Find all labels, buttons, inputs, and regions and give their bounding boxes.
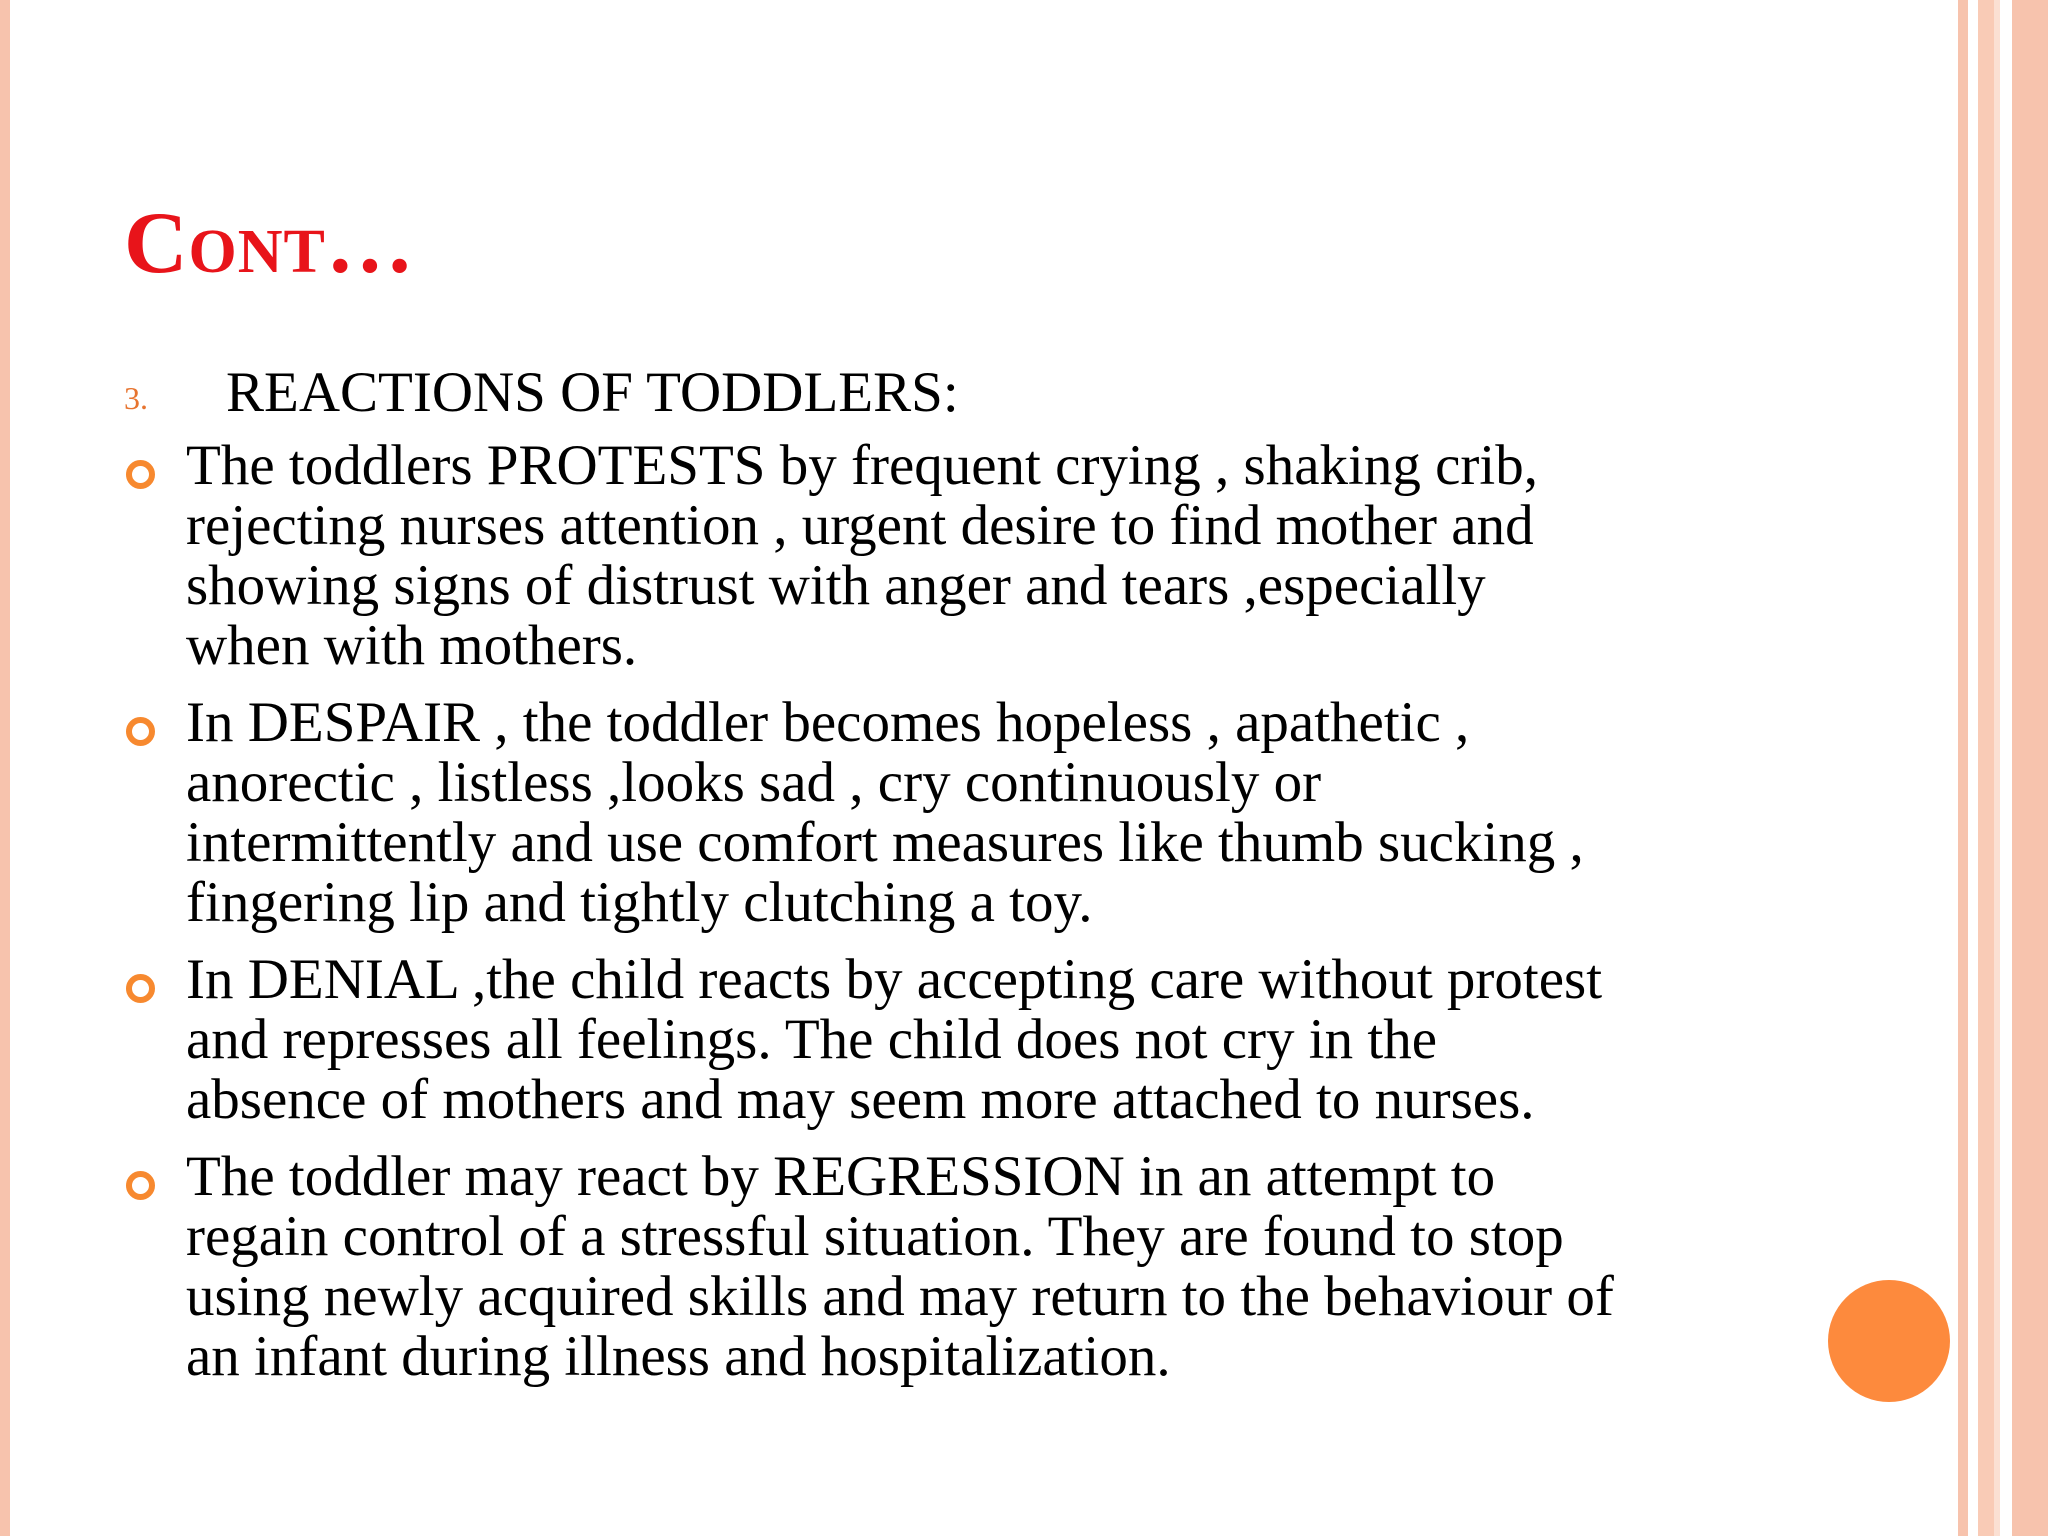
bullet-item-denial [124,950,1764,1130]
text-line: fingering lip and tightly clutching a toy. [186,871,1093,934]
text-line: an infant during illness and hospitalization. [186,1325,1171,1388]
bullet-item-despair [124,693,1764,933]
bullet-list [124,436,1764,1404]
text-line: regain control of a stressful situation. They are found to stop [186,1205,1564,1268]
list-number: 3. [124,380,148,416]
text-line: The toddler may react by REGRESSION in an attempt to [186,1145,1496,1208]
right-border-stripe [1994,0,2000,1536]
text-line: In DESPAIR , the toddler becomes hopeless , apathetic , [186,691,1470,754]
text-line: anorectic , listless ,looks sad , cry continuously or [186,751,1322,814]
text-line: rejecting nurses attention , urgent desire to find mother and [186,494,1534,557]
bullet-item-protest [124,436,1764,676]
right-border-stripe [1958,0,1968,1536]
bullet-item-regression [124,1147,1764,1387]
text-line: absence of mothers and may seem more attached to nurses. [186,1068,1535,1131]
slide-title: Cont… [124,195,415,292]
text-line: showing signs of distrust with anger and tears ,especially [186,554,1486,617]
text-line: when with mothers. [186,614,638,677]
section-heading: REACTIONS OF TODDLERS: [226,361,959,424]
text-line: The toddlers PROTESTS by frequent crying , shaking crib, [186,434,1538,497]
ring-bullet-icon [126,717,155,746]
right-border-stripe [1978,0,1994,1536]
ring-bullet-icon [126,460,155,489]
text-line: intermittently and use comfort measures like thumb sucking , [186,811,1584,874]
text-line: and represses all feelings. The child does not cry in the [186,1008,1437,1071]
ring-bullet-icon [126,1171,155,1200]
text-line: In DENIAL ,the child reacts by accepting care without protest [186,948,1603,1011]
right-border-stripe [2012,0,2048,1536]
left-border-stripe [0,0,10,1536]
text-line: using newly acquired skills and may return to the behaviour of [186,1265,1614,1328]
ring-bullet-icon [126,974,155,1003]
decorative-orange-circle [1828,1280,1950,1402]
